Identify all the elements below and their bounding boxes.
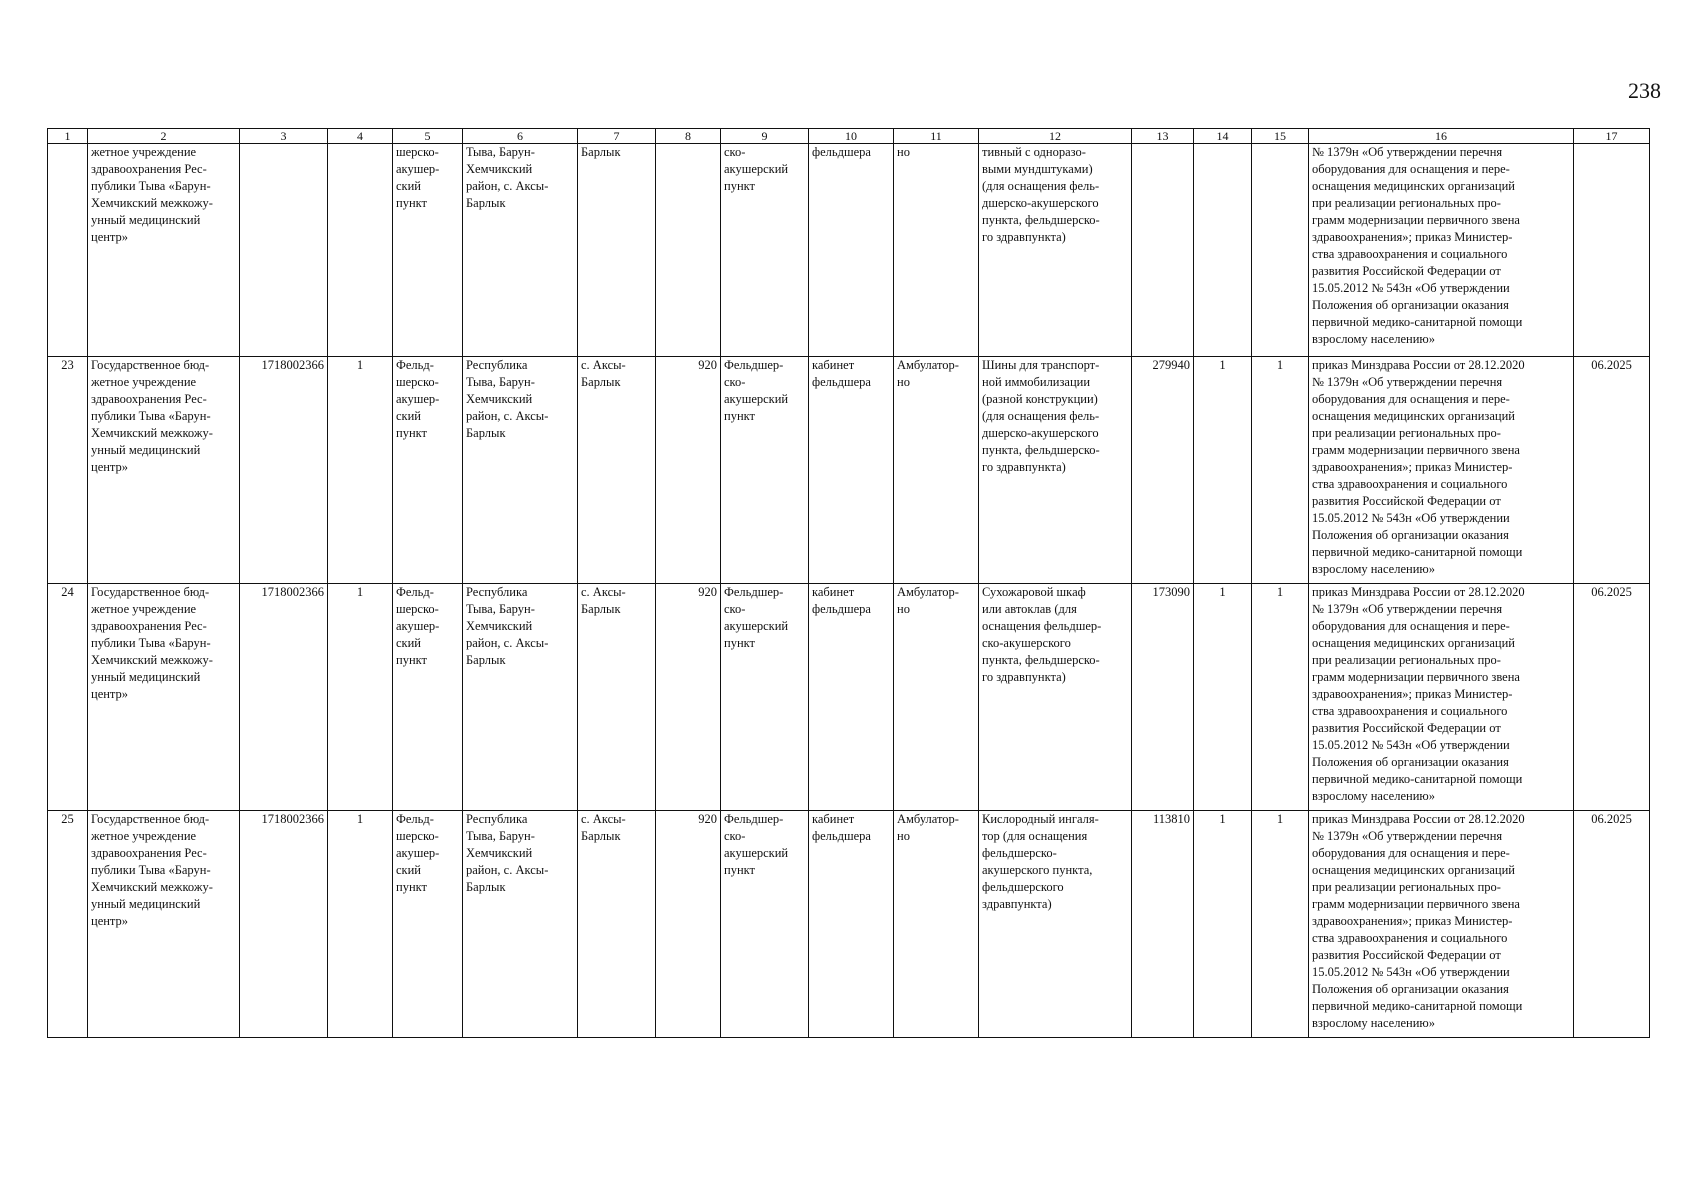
table-cell-col-1 [48, 811, 88, 1038]
table-cell-col-17 [1574, 357, 1650, 584]
table-cell-col-16 [1309, 357, 1574, 584]
table-cell-col-15 [1252, 144, 1309, 357]
table-cell-col-12 [979, 144, 1132, 357]
table-cell-col-12 [979, 357, 1132, 584]
cell-text: жетное учреждение здравоохранения Рес- публики Тыва «Барун- Хемчикский межкожу- унный медицинский центр» [91, 145, 213, 244]
table-cell-col-6 [463, 811, 578, 1038]
cell-text: 1 [1276, 358, 1284, 372]
table-row [48, 144, 1650, 357]
table-cell-col-13 [1132, 811, 1194, 1038]
table-cell-col-4 [328, 811, 393, 1038]
table-cell-col-4 [328, 357, 393, 584]
column-number-row [48, 129, 1650, 144]
cell-text: с. Аксы- Барлык [581, 358, 626, 389]
cell-text: Фельдшер- ско- акушерский пункт [724, 585, 789, 650]
cell-text: 1718002366 [261, 812, 324, 826]
table-cell-col-14 [1194, 811, 1252, 1038]
page-number: 238 [1628, 78, 1661, 103]
cell-text: 06.2025 [1591, 358, 1632, 372]
table-cell-col-13 [1132, 357, 1194, 584]
table-cell-col-8 [656, 584, 721, 811]
table-cell-col-10 [809, 357, 894, 584]
equipment-table [47, 128, 1650, 1038]
cell-text: Кислородный ингаля- тор (для оснащения фельдшерско- акушерского пункта, фельдшерского здравпункта) [982, 812, 1099, 911]
cell-text: 1 [1219, 358, 1226, 372]
cell-text: 1 [1219, 812, 1226, 826]
table-cell-col-7 [578, 811, 656, 1038]
cell-text: с. Аксы- Барлык [581, 585, 626, 616]
table-cell-col-4 [328, 144, 393, 357]
cell-text: кабинет фельдшера [812, 585, 871, 616]
table-cell-col-8 [656, 144, 721, 357]
table-cell-col-6 [463, 357, 578, 584]
column-header: 7 [578, 129, 656, 144]
column-header: 13 [1132, 129, 1194, 144]
cell-text: 23 [61, 358, 74, 372]
cell-text: 173090 [1152, 585, 1190, 599]
table-cell-col-1 [48, 144, 88, 357]
table-cell-col-16 [1309, 811, 1574, 1038]
table-cell-col-5 [393, 584, 463, 811]
table-cell-col-11 [894, 811, 979, 1038]
cell-text: Шины для транспорт- ной иммобилизации (разной конструкции) (для оснащения фель- дшерско-акушерского пункта, фельдшерско- го здравпункта) [982, 358, 1100, 474]
cell-text: Государственное бюд- жетное учреждение здравоохранения Рес- публики Тыва «Барун- Хемчикский межкожу- унный медицинский центр» [91, 358, 213, 474]
table-cell-col-5 [393, 811, 463, 1038]
cell-text: Амбулатор- но [897, 812, 959, 843]
cell-text: 920 [698, 585, 717, 599]
column-header: 14 [1194, 129, 1252, 144]
column-header: 2 [88, 129, 240, 144]
table-cell-col-7 [578, 357, 656, 584]
cell-text: 920 [698, 812, 717, 826]
cell-text: Фельд- шерско- акушер- ский пункт [396, 812, 440, 894]
cell-text: 06.2025 [1591, 812, 1632, 826]
cell-text: 1 [1276, 585, 1284, 599]
table-cell-col-6 [463, 144, 578, 357]
column-header: 9 [721, 129, 809, 144]
cell-text: Фельдшер- ско- акушерский пункт [724, 812, 789, 877]
table-cell-col-16 [1309, 584, 1574, 811]
cell-text: 1 [356, 812, 364, 826]
column-header: 6 [463, 129, 578, 144]
column-header: 3 [240, 129, 328, 144]
table-cell-col-14 [1194, 144, 1252, 357]
cell-text: приказ Минздрава России от 28.12.2020 № 1379н «Об утверждении перечня оборудования для оснащения и пере- оснащения медицинских организаций при реализации региональных про- грамм модернизации первичного звена здравоохранения»; приказ Министер- ства здравоохранения и социального развития Российской Федерации от 15.05.2012 № 543н «Об утверждении Положения об организации оказания первичной медико-санитарной помощи взрослому населению» [1312, 812, 1525, 1030]
cell-text: 24 [61, 585, 74, 599]
column-header: 10 [809, 129, 894, 144]
cell-text: 279940 [1152, 358, 1190, 372]
cell-text: Амбулатор- но [897, 358, 959, 389]
table-cell-col-9 [721, 584, 809, 811]
table-row [48, 811, 1650, 1038]
cell-text: № 1379н «Об утверждении перечня оборудования для оснащения и пере- оснащения медицинских организаций при реализации региональных про- грамм модернизации первичного звена здравоохранения»; приказ Министер- ства здравоохранения и социального развития Российской Федерации от 15.05.2012 № 543н «Об утверждении Положения об организации оказания первичной медико-санитарной помощи взрослому населению» [1312, 145, 1523, 346]
cell-text: ско- акушерский пункт [724, 145, 789, 193]
table-cell-col-11 [894, 584, 979, 811]
table-cell-col-13 [1132, 584, 1194, 811]
cell-text: 113810 [1152, 812, 1190, 826]
table-cell-col-3 [240, 584, 328, 811]
cell-text: кабинет фельдшера [812, 358, 871, 389]
cell-text: 25 [61, 812, 74, 826]
table-cell-col-15 [1252, 584, 1309, 811]
cell-text: с. Аксы- Барлык [581, 812, 626, 843]
cell-text: 1 [1219, 585, 1226, 599]
table-cell-col-11 [894, 144, 979, 357]
table-cell-col-15 [1252, 811, 1309, 1038]
table-cell-col-5 [393, 357, 463, 584]
cell-text: приказ Минздрава России от 28.12.2020 № 1379н «Об утверждении перечня оборудования для оснащения и пере- оснащения медицинских организаций при реализации региональных про- грамм модернизации первичного звена здравоохранения»; приказ Министер- ства здравоохранения и социального развития Российской Федерации от 15.05.2012 № 543н «Об утверждении Положения об организации оказания первичной медико-санитарной помощи взрослому населению» [1312, 585, 1525, 803]
table-cell-col-3 [240, 144, 328, 357]
cell-text: 920 [698, 358, 717, 372]
cell-text: Тыва, Барун- Хемчикский район, с. Аксы- Барлык [466, 145, 549, 210]
table-cell-col-16 [1309, 144, 1574, 357]
cell-text: 1718002366 [261, 358, 324, 372]
column-header: 15 [1252, 129, 1309, 144]
cell-text: Республика Тыва, Барун- Хемчикский район, с. Аксы- Барлык [466, 585, 549, 667]
table-cell-col-17 [1574, 144, 1650, 357]
table-cell-col-6 [463, 584, 578, 811]
table-cell-col-12 [979, 584, 1132, 811]
table-cell-col-14 [1194, 584, 1252, 811]
cell-text: Фельдшер- ско- акушерский пункт [724, 358, 789, 423]
cell-text: Республика Тыва, Барун- Хемчикский район, с. Аксы- Барлык [466, 812, 549, 894]
cell-text: фельдшера [812, 145, 871, 159]
cell-text: Государственное бюд- жетное учреждение здравоохранения Рес- публики Тыва «Барун- Хемчикский межкожу- унный медицинский центр» [91, 812, 213, 928]
table-cell-col-12 [979, 811, 1132, 1038]
table-cell-col-8 [656, 357, 721, 584]
table-body [48, 144, 1650, 1038]
cell-text: 1 [1276, 812, 1284, 826]
table-cell-col-2 [88, 144, 240, 357]
table-cell-col-10 [809, 584, 894, 811]
table-cell-col-17 [1574, 584, 1650, 811]
cell-text: 1 [356, 358, 364, 372]
table-row [48, 584, 1650, 811]
column-header: 5 [393, 129, 463, 144]
table-cell-col-7 [578, 584, 656, 811]
table-cell-col-2 [88, 584, 240, 811]
table-cell-col-8 [656, 811, 721, 1038]
column-header: 8 [656, 129, 721, 144]
cell-text: 06.2025 [1591, 585, 1632, 599]
table-cell-col-2 [88, 357, 240, 584]
table-cell-col-3 [240, 357, 328, 584]
table-cell-col-1 [48, 584, 88, 811]
table-cell-col-11 [894, 357, 979, 584]
table-row [48, 357, 1650, 584]
cell-text: Государственное бюд- жетное учреждение здравоохранения Рес- публики Тыва «Барун- Хемчикский межкожу- унный медицинский центр» [91, 585, 213, 701]
column-header: 4 [328, 129, 393, 144]
table-cell-col-9 [721, 811, 809, 1038]
table-cell-col-14 [1194, 357, 1252, 584]
table-cell-col-3 [240, 811, 328, 1038]
table-cell-col-9 [721, 357, 809, 584]
column-header: 1 [48, 129, 88, 144]
cell-text: Барлык [581, 145, 621, 159]
cell-text: кабинет фельдшера [812, 812, 871, 843]
column-header: 17 [1574, 129, 1650, 144]
cell-text: но [897, 145, 910, 159]
table-cell-col-13 [1132, 144, 1194, 357]
table-cell-col-10 [809, 811, 894, 1038]
table-cell-col-10 [809, 144, 894, 357]
cell-text: Фельд- шерско- акушер- ский пункт [396, 358, 440, 440]
table-cell-col-5 [393, 144, 463, 357]
column-header: 11 [894, 129, 979, 144]
cell-text: приказ Минздрава России от 28.12.2020 № 1379н «Об утверждении перечня оборудования для оснащения и пере- оснащения медицинских организаций при реализации региональных про- грамм модернизации первичного звена здравоохранения»; приказ Министер- ства здравоохранения и социального развития Российской Федерации от 15.05.2012 № 543н «Об утверждении Положения об организации оказания первичной медико-санитарной помощи взрослому населению» [1312, 358, 1525, 576]
table-cell-col-17 [1574, 811, 1650, 1038]
cell-text: шерско- акушер- ский пункт [396, 145, 440, 210]
column-header: 16 [1309, 129, 1574, 144]
cell-text: Сухожаровой шкаф или автоклав (для оснащения фельдшер- ско-акушерского пункта, фельдшерско- го здравпункта) [982, 585, 1102, 684]
cell-text: 1718002366 [261, 585, 324, 599]
table-cell-col-2 [88, 811, 240, 1038]
cell-text: Республика Тыва, Барун- Хемчикский район, с. Аксы- Барлык [466, 358, 549, 440]
table-cell-col-9 [721, 144, 809, 357]
table-cell-col-15 [1252, 357, 1309, 584]
table-cell-col-4 [328, 584, 393, 811]
column-header: 12 [979, 129, 1132, 144]
cell-text: Амбулатор- но [897, 585, 959, 616]
cell-text: Фельд- шерско- акушер- ский пункт [396, 585, 440, 667]
table-cell-col-7 [578, 144, 656, 357]
cell-text: тивный с одноразо- выми мундштуками) (для оснащения фель- дшерско-акушерского пункта, фельдшерско- го здравпункта) [982, 145, 1100, 244]
cell-text: 1 [356, 585, 364, 599]
table-cell-col-1 [48, 357, 88, 584]
